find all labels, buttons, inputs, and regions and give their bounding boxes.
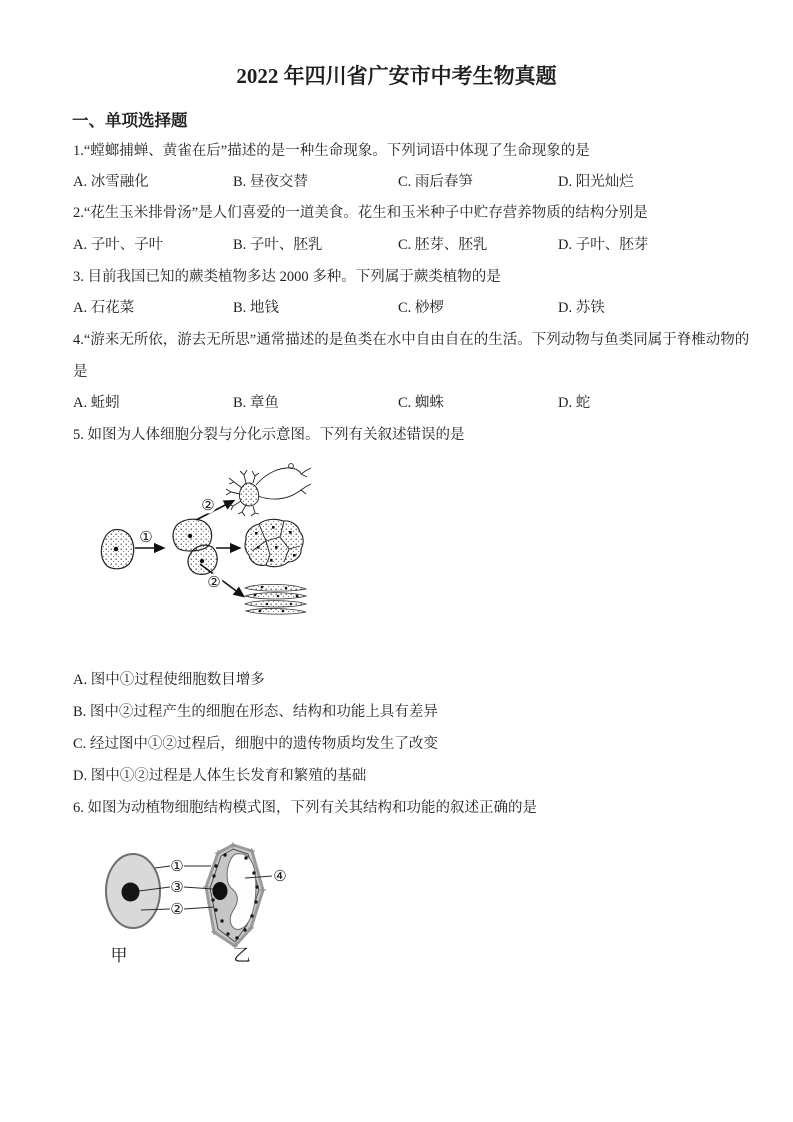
q3-option-c: C. 桫椤	[398, 300, 444, 316]
structure-label-3: ③	[170, 878, 184, 896]
animal-cell-drawing	[106, 854, 160, 928]
muscle-tissue-drawing	[245, 584, 306, 614]
animal-plant-cell-figure	[95, 842, 310, 967]
question-4-options	[73, 391, 763, 411]
stem-cell-drawing	[101, 529, 133, 568]
question-3-stem: 3. 目前我国已知的蕨类植物多达 2000 多种。下列属于蕨类植物的是	[73, 269, 501, 285]
question-1-stem: 1.“螳螂捕蝉、黄雀在后”描述的是一种生命现象。下列词语中体现了生命现象的是	[73, 143, 590, 159]
structure-label-1: ①	[170, 857, 184, 875]
q4-option-c: C. 蜘蛛	[398, 395, 444, 411]
q1-option-d: D. 阳光灿烂	[558, 174, 634, 190]
q5-option-d: D. 图中①②过程是人体生长发育和繁殖的基础	[73, 768, 367, 784]
neuron-drawing	[226, 464, 311, 516]
caption-jia: 甲	[110, 946, 128, 965]
section-heading: 一、单项选择题	[72, 111, 188, 130]
q4-option-b: B. 章鱼	[233, 395, 279, 411]
process-2-bottom-label: ②	[207, 573, 221, 591]
question-2-options	[73, 233, 763, 253]
process-2-top-label: ②	[201, 496, 215, 514]
q1-option-c: C. 雨后春笋	[398, 174, 473, 190]
q2-option-d: D. 子叶、胚芽	[558, 237, 649, 253]
q3-option-a: A. 石花菜	[73, 300, 135, 316]
q5-option-c: C. 经过图中①②过程后，细胞中的遗传物质均发生了改变	[73, 736, 438, 752]
question-5-stem: 5. 如图为人体细胞分裂与分化示意图。下列有关叙述错误的是	[73, 427, 465, 443]
question-1-options	[73, 170, 763, 190]
plant-cell-drawing	[203, 842, 266, 949]
question-3-options	[73, 296, 763, 316]
cell-division-differentiation-figure	[95, 458, 315, 620]
plant-nucleus-shape	[213, 882, 228, 900]
question-4-stem-line2: 是	[73, 364, 88, 380]
question-4-stem-line1: 4.“游来无所依，游去无所思”通常描述的是鱼类在水中自由自在的生活。下列动物与鱼类同属于脊椎动物的	[73, 332, 750, 348]
question-2-stem: 2.“花生玉米排骨汤”是人们喜爱的一道美食。花生和玉米种子中贮存营养物质的结构分别是	[73, 205, 648, 221]
structure-label-4: ④	[273, 867, 287, 885]
structure-label-2: ②	[170, 900, 184, 918]
process-1-label: ①	[139, 528, 153, 546]
q3-option-d: D. 苏铁	[558, 300, 605, 316]
q4-option-a: A. 蚯蚓	[73, 395, 120, 411]
q5-option-a: A. 图中①过程使细胞数目增多	[73, 672, 265, 688]
q4-option-d: D. 蛇	[558, 395, 591, 411]
q1-option-b: B. 昼夜交替	[233, 174, 308, 190]
q3-option-b: B. 地钱	[233, 300, 279, 316]
q2-option-c: C. 胚芽、胚乳	[398, 237, 488, 253]
caption-yi: 乙	[233, 946, 251, 965]
q1-option-a: A. 冰雪融化	[73, 174, 149, 190]
q2-option-a: A. 子叶、子叶	[73, 237, 164, 253]
question-6-stem: 6. 如图为动植物细胞结构模式图，下列有关其结构和功能的叙述正确的是	[73, 800, 537, 816]
tissue-cells-drawing	[245, 519, 303, 566]
q5-option-b: B. 图中②过程产生的细胞在形态、结构和功能上具有差异	[73, 704, 438, 720]
page-title: 2022 年四川省广安市中考生物真题	[236, 64, 557, 88]
pointer-line-1-left	[155, 866, 170, 868]
divided-cells-drawing	[173, 519, 217, 574]
q2-option-b: B. 子叶、胚乳	[233, 237, 323, 253]
